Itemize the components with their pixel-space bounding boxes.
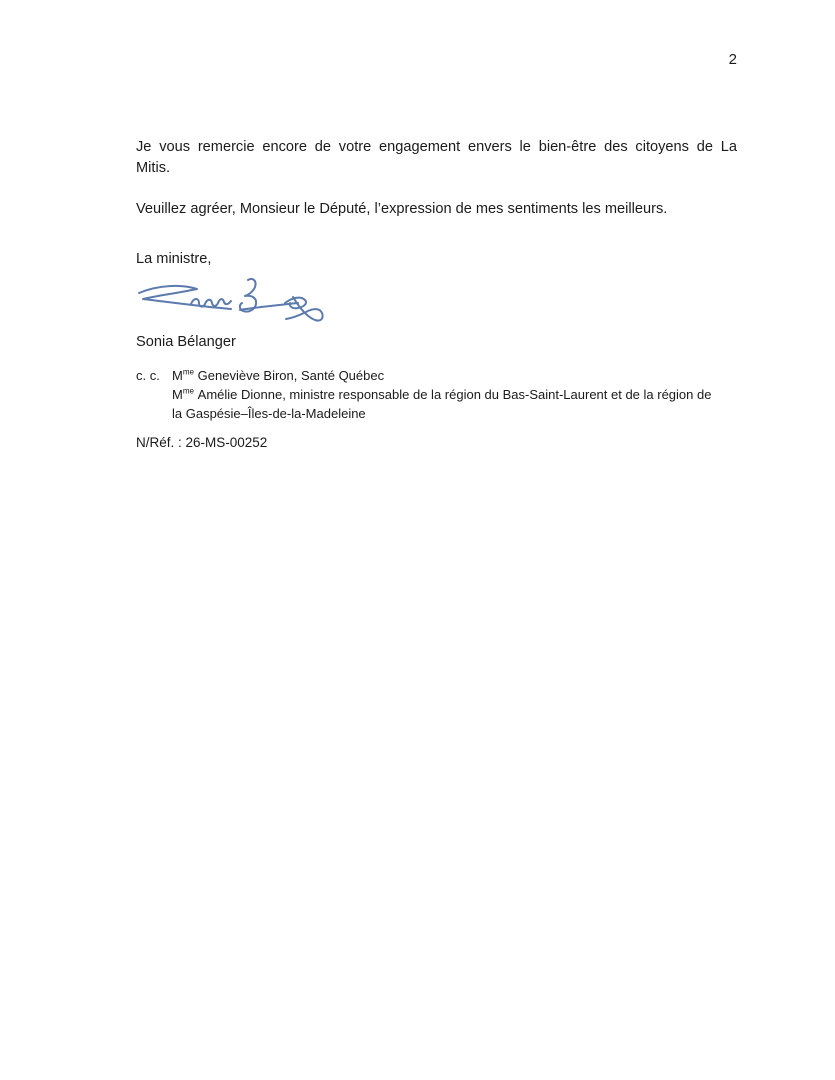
signature (136, 273, 737, 325)
cc-entries (172, 366, 711, 423)
cc-entry-2-line1 (172, 385, 711, 404)
cc-entry-2-text: Amélie Dionne, ministre responsable de la région du Bas-Saint-Laurent et de la région de (197, 387, 712, 402)
cc-entry-2-line2: la Gaspésie–Îles-de-la-Madeleine (172, 406, 366, 421)
cc-entry-1-text: Geneviève Biron, Santé Québec (197, 368, 385, 383)
paragraph-thanks-line2: Mitis. (136, 160, 171, 176)
cc-entry-2-prefix: M (172, 387, 183, 402)
paragraph-salutation: Veuillez agréer, Monsieur le Député, l’expression de mes sentiments les meilleurs. (136, 201, 668, 217)
cc-entry-2-sup: me (182, 386, 195, 396)
signer-name: Sonia Bélanger (136, 334, 236, 350)
cc-label: c. c. (136, 368, 160, 383)
letter-body (136, 137, 737, 452)
cc-entry-1-prefix: M (172, 368, 183, 383)
cc-block (136, 366, 737, 423)
paragraph-thanks (136, 137, 737, 179)
cc-entry-1 (172, 366, 711, 385)
signature-ink (133, 273, 338, 325)
page-number: 2 (728, 51, 737, 68)
closing-title: La ministre, (136, 251, 212, 267)
paragraph-thanks-line1: Je vous remercie encore de votre engagement envers le bien-être des citoyens de La (136, 139, 737, 155)
reference-number: N/Réf. : 26-MS-00252 (136, 435, 268, 450)
cc-entry-1-sup: me (182, 367, 195, 377)
